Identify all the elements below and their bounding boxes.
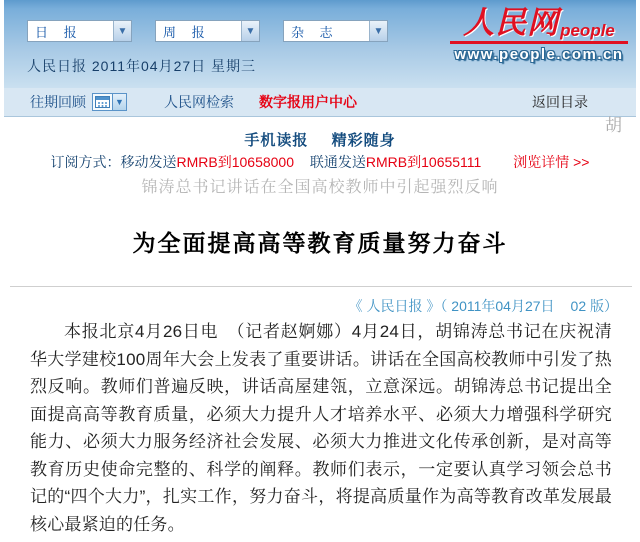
weekly-dropdown[interactable] [155,20,260,42]
source-page[interactable]: 02 版） [570,298,618,314]
article-subtitle: 锦涛总书记讲话在全国高校教师中引起强烈反响 [141,179,499,196]
logo-divider [450,41,628,44]
daily-dropdown[interactable] [27,20,132,42]
chevron-down-icon[interactable]: ▼ [369,21,387,41]
logo-url: www.people.com.cn [454,46,624,63]
unicom-prefix: 联通发送 [309,154,366,170]
nav-digital-user-center[interactable]: 数字报用户中心 [259,94,357,110]
nav-people-search[interactable]: 人民网检索 [164,94,234,110]
article-headline: 为全面提高高等教育质量努力奋斗 [132,230,508,256]
header-banner [4,0,636,88]
nav-back-issues[interactable]: 往期回顾 [30,94,86,110]
source-byline [349,296,618,316]
nav-back-to-toc[interactable]: 返回目录 [532,94,588,110]
slogan-label: 精彩随身 [331,132,396,149]
logo-en-text: people [560,21,615,40]
details-link[interactable]: 浏览详情 >> [513,154,590,170]
issue-date-picker[interactable] [92,93,127,111]
people-logo-text [450,5,628,41]
people-logo[interactable] [450,5,628,63]
daily-dropdown-value: 日 报 [35,24,83,40]
mobile-promo-title [0,129,640,150]
divider [10,286,632,287]
magazine-dropdown-value: 杂 志 [291,24,339,40]
chevron-down-icon[interactable]: ▼ [113,21,131,41]
weekly-dropdown-value: 周 报 [163,24,211,40]
magazine-dropdown[interactable] [283,20,388,42]
toolbar [4,88,636,117]
mobile-sms-code: RMRB到10658000 [176,154,295,170]
edition-dropdowns [27,20,388,42]
article-body: 本报北京4月26日电 （记者赵婀娜）4月24日，胡锦涛总书记在庆祝清华大学建校100周年大会上发表了重要讲话。讲话在全国高校教师中引发了热烈反响。教师们普遍反映，讲话高屋建瓴，立意深远。胡锦涛总书记提出全面提高高等教育质量，必须大力提升人才培养水平、必须大力增强科学研究能力、必须大力服务经济社会发展、必须大力推进文化传承创新，是对高等教育历史使命完整的、科学的阐释。教师们表示，一定要认真学习领会总书记的“四个大力”，扎实工作，努力奋斗，将提高质量作为高等教育改革发展最核心最紧迫的任务。 [30,322,612,534]
subtitle-overflow-char: 胡 [605,116,622,135]
subscribe-prefix: 订阅方式：移动发送 [50,154,177,170]
unicom-sms-code: RMRB到10655111 [365,154,482,170]
source-name[interactable]: 《 人民日报 》 [348,298,441,314]
source-date: （ 2011年04月27日 [440,298,555,314]
chevron-down-icon[interactable]: ▼ [241,21,259,41]
subscribe-line [0,152,640,172]
chevron-down-icon[interactable]: ▼ [113,93,127,111]
logo-cn-text: 人民网 [463,5,560,41]
paper-date: 人民日报 2011年04月27日 星期三 [27,58,257,74]
mobile-reading-label[interactable]: 手机读报 [244,132,309,149]
calendar-icon[interactable] [92,93,113,111]
